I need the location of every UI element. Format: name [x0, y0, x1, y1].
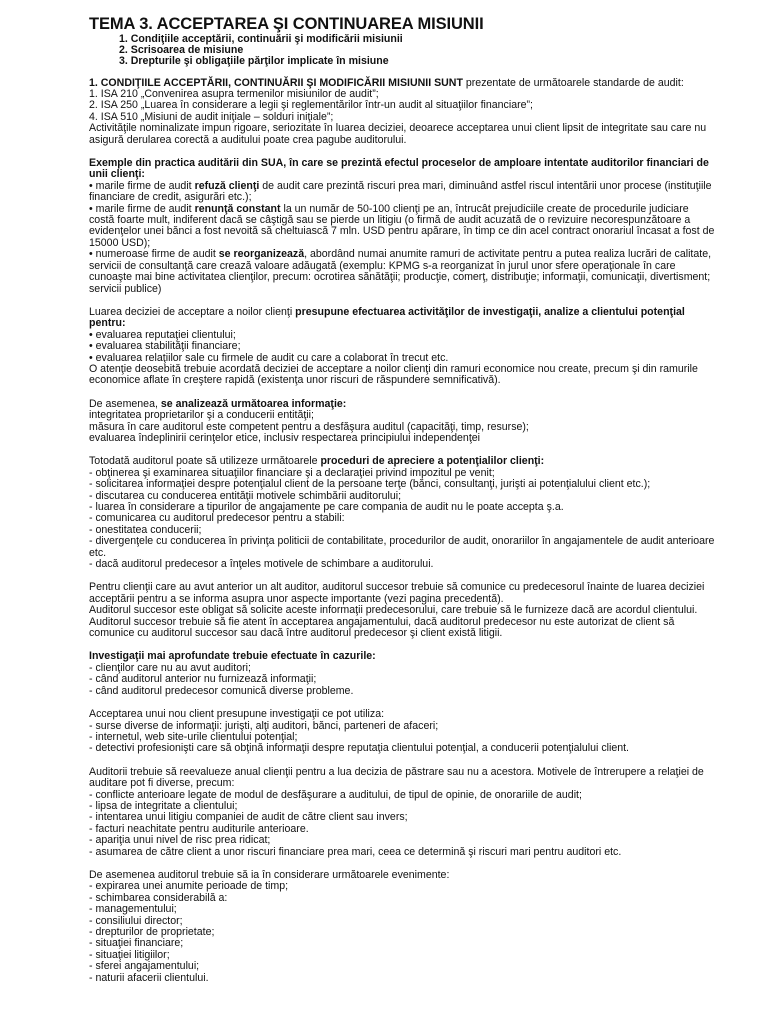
list-item: - dacă auditorul predecesor a înţeles motivele de schimbare a auditorului.: [89, 558, 434, 571]
section-heading: Investigaţii mai aprofundate trebuie efectuate în cazurile:: [89, 650, 376, 663]
paragraph: O atenţie deosebită trebuie acordată deciziei de acceptare a noilor clienţi din ramuri economice nou create, precum şi din ramurile economice aflate în creştere rapidă (existenţa unor riscuri de răspundere semnificativă).: [89, 362, 698, 387]
section-events: [89, 870, 716, 984]
list-item: - lipsa de integritate a clientului;: [89, 799, 238, 812]
list-item: - când auditorul predecesor comunică diverse probleme.: [89, 684, 354, 697]
section-procedures: [89, 456, 716, 570]
paragraph: De asemenea auditorul trebuie să ia în considerare următoarele evenimente:: [89, 868, 450, 881]
list-item: - solicitarea informaţiei despre potenţialul client de la persoane terţe (bănci, consultanţi, jurişti ai potenţialului client etc.);: [89, 478, 651, 491]
list-item: - comunicarea cu auditorul predecesor pentru a stabili:: [89, 512, 345, 525]
section-investigations: [89, 651, 716, 697]
list-item: - onestitatea conducerii;: [89, 523, 202, 536]
toc-item: 3. Drepturile şi obligaţiile părţilor implicate în misiune: [119, 55, 389, 68]
list-item: • evaluarea stabilităţii financiare;: [89, 340, 241, 353]
list-item: evaluarea îndeplinirii cerinţelor etice, inclusiv respectarea principiului independenţei: [89, 431, 481, 444]
list-item: • evaluarea reputaţiei clientului;: [89, 328, 236, 341]
list-item: - internetul, web site-urile clientului potenţial;: [89, 730, 298, 743]
list-item: - naturii afacerii clientului.: [89, 971, 209, 984]
list-item: - asumarea de către client a unor riscuri financiare prea mari, ceea ce determină şi riscuri mari pentru auditori etc.: [89, 845, 622, 858]
list-item: - când auditorul anterior nu furnizează informaţii;: [89, 673, 317, 686]
list-item: - surse diverse de informaţii: jurişti, alţi auditori, bănci, parteneri de afaceri;: [89, 719, 439, 732]
list-item: - schimbarea considerabilă a:: [89, 891, 228, 904]
bullet-item: • marile firme de audit refuză clienţi de audit care prezintă riscuri prea mari, diminuând astfel riscul intentării unor procese (instituţiile financiare de credit, asigurări etc.);: [89, 179, 712, 204]
bullet-item: • marile firme de audit renunţă constant la un număr de 50-100 clienţi pe an, întrucât prejudiciile create de procedurile judiciare costă foarte mult, indiferent dacă se câştigă sau se pierde un litigiu (o firmă de audit acuzată de o revizuire necorespunzătoare a evidenţelor unei bănci a fost nevoită să cheltuiască 7 mln. USD pentru apărare, în timp ce din acel contract onorariul încasat a fost de 15000 USD);: [89, 202, 715, 249]
list-item: - sferei angajamentului;: [89, 960, 200, 973]
list-item: - clienţilor care nu au avut auditori;: [89, 661, 251, 674]
isa-item: 4. ISA 510 „Misiuni de audit iniţiale – solduri iniţiale”;: [89, 110, 334, 123]
list-item: - consiliului director;: [89, 914, 183, 927]
table-of-contents: [119, 34, 716, 68]
toc-item: 2. Scrisoarea de misiune: [119, 44, 244, 57]
paragraph: Luarea deciziei de acceptare a noilor clienţi presupune efectuarea activităţilor de investigaţii, analize a clientului potenţial pentru:: [89, 305, 685, 330]
paragraph: Auditorii trebuie să reevalueze anual clienţii pentru a lua decizia de păstrare sau nu a acestora. Motivele de întrerupere a relaţiei de auditare pot fi diverse, precum:: [89, 765, 704, 790]
list-item: - apariţia unui nivel de risc prea ridicat;: [89, 834, 271, 847]
list-item: integritatea proprietarilor şi a conducerii entităţii;: [89, 409, 314, 422]
paragraph: Totodată auditorul poate să utilizeze următoarele proceduri de apreciere a potenţialilor clienţi:: [89, 455, 545, 468]
list-item: - intentarea unui litigiu companiei de audit de către client sau invers;: [89, 811, 408, 824]
isa-item: 2. ISA 250 „Luarea în considerare a legii şi reglementărilor într-un audit al situaţiilor financiare”;: [89, 99, 533, 112]
bullet-item: • numeroase firme de audit se reorganizează, abordând numai anumite ramuri de activitate pentru a putea realiza lucrări de calitate, servicii de consultanţă care crează valoare adăugată (exemplu: KPMG s-a reorganizat în jurul unor sfere operaţionale în care cunoaşte mai bine activitatea clienţilor, precum: ocrotirea sănătăţii; producţie, comerţ, distribuţie; informaţii, comunicaţii, divertisment; servicii publice): [89, 248, 712, 295]
list-item: - divergenţele cu conducerea în privinţa politicii de contabilitate, procedurilor de audit, onorariilor în angajamentele de audit anterioare etc.: [89, 535, 715, 559]
paragraph: Pentru clienţii care au avut anterior un alt auditor, auditorul succesor trebuie să comunice cu predecesorul înainte de luarea deciziei acceptării pentru a se informa asupra unor aspecte importante (vezi pagina precedentă).: [89, 581, 705, 605]
paragraph: Auditorul succesor este obligat să solicite aceste informaţii predecesorului, care trebuie să le furnizeze dacă are acordul clientului. Auditorul succesor trebuie să fie atent în acceptarea angajamentului, dacă auditorul predecesor nu este autorizat de client să comunice cu auditorul succesor sau dacă între auditorul predecesor şi client există litigii.: [89, 604, 698, 640]
list-item: - drepturilor de proprietate;: [89, 926, 215, 939]
section-usa-examples: [89, 158, 716, 295]
list-item: - facturi neachitate pentru auditurile anterioare.: [89, 822, 309, 835]
section-new-clients: [89, 307, 716, 387]
list-item: - situaţiei financiare;: [89, 937, 184, 950]
paragraph: Acceptarea unui nou client presupune investigaţii ce pot utiliza:: [89, 708, 385, 721]
toc-item: 1. Condiţiile acceptării, continuării şi modificării misiunii: [119, 33, 403, 45]
list-item: măsura în care auditorul este competent pentru a desfăşura auditul (capacităţi, timp, resurse);: [89, 420, 529, 433]
paragraph: Activităţile nominalizate impun rigoare, seriozitate în luarea deciziei, deoarece acceptarea unui client lipsit de integritate sau care nu asigură derularea corectă a auditului poate crea pagube auditorului.: [89, 122, 707, 146]
section-analyzed-info: [89, 399, 716, 445]
isa-item: 1. ISA 210 „Convenirea asupra termenilor misiunilor de audit”;: [89, 88, 379, 101]
section-heading: Exemple din practica auditării din SUA, în care se prezintă efectul proceselor de amploare intentate auditorilor financiari de unii clienţi:: [89, 157, 709, 181]
section-reevaluation: [89, 767, 716, 858]
section-conditions: [89, 78, 716, 146]
document-title: TEMA 3. ACCEPTAREA ŞI CONTINUAREA MISIUNII: [89, 15, 484, 33]
list-item: - detectivi profesionişti care să obţină informaţii despre reputaţia clientului potenţial, a conducerii potenţialului client.: [89, 742, 629, 755]
list-item: - discutarea cu conducerea entităţii motivele schimbării auditorului;: [89, 489, 402, 502]
list-item: - conflicte anterioare legate de modul de desfăşurare a auditului, de tipul de opinie, de onorariile de audit;: [89, 788, 582, 801]
section-sources: [89, 709, 716, 755]
section-heading: 1. CONDIŢIILE ACCEPTĂRII, CONTINUĂRII ŞI MODIFICĂRII MISIUNII SUNT prezentate de următoarele standarde de audit:: [89, 76, 684, 89]
paragraph: De asemenea, se analizează următoarea informaţie:: [89, 397, 347, 410]
list-item: - managementului;: [89, 903, 177, 916]
list-item: - obţinerea şi examinarea situaţiilor financiare şi a declaraţiei privind impozitul pe venit;: [89, 466, 495, 479]
list-item: - situaţiei litigiilor;: [89, 948, 170, 961]
list-item: - luarea în considerare a tipurilor de angajamente pe care compania de audit nu le poate accepta ş.a.: [89, 501, 564, 514]
list-item: - expirarea unei anumite perioade de timp;: [89, 880, 289, 893]
list-item: • evaluarea relaţiilor sale cu firmele de audit cu care a colaborat în trecut etc.: [89, 351, 449, 364]
section-successor: [89, 582, 716, 639]
